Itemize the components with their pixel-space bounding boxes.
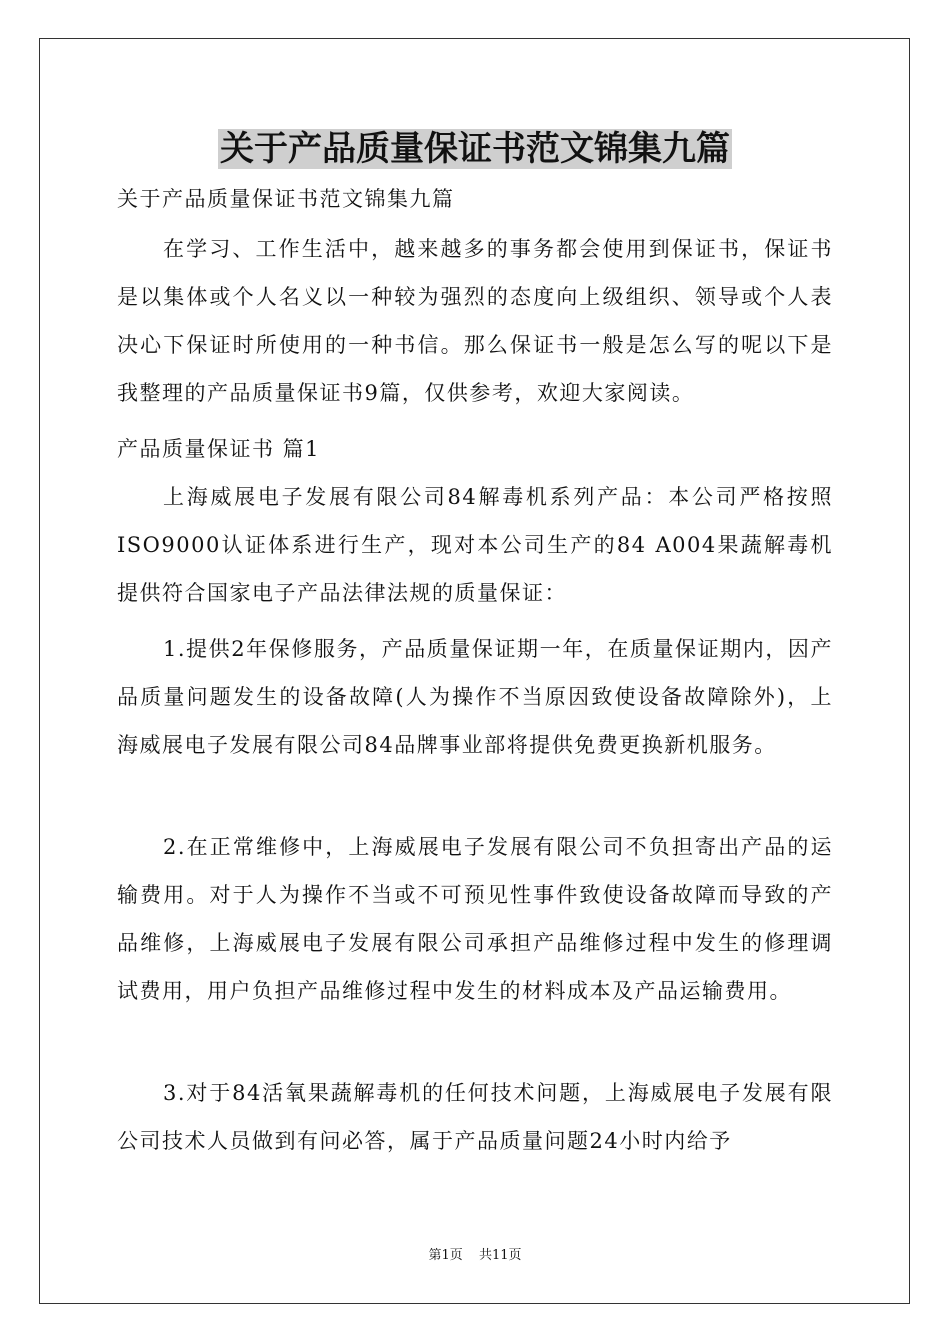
paragraph-4: 3.对于84活氧果蔬解毒机的任何技术问题，上海威展电子发展有限公司技术人员做到有问必答，属于产品质量问题24小时内给予 <box>117 1081 833 1153</box>
document-title <box>0 127 950 171</box>
paragraph-3: 2.在正常维修中，上海威展电子发展有限公司不负担寄出产品的运输费用。对于人为操作不当或不可预见性事件致使设备故障而导致的产品维修，上海威展电子发展有限公司承担产品维修过程中发生的修理调试费用，用户负担产品维修过程中发生的材料成本及产品运输费用。 <box>117 835 833 1003</box>
page-number: 第1页 <box>428 1248 463 1263</box>
document-title-text: 关于产品质量保证书范文锦集九篇 <box>220 129 730 169</box>
intro-paragraph: 在学习、工作生活中，越来越多的事务都会使用到保证书，保证书是以集体或个人名义以一种较为强烈的态度向上级组织、领导或个人表决心下保证时所使用的一种书信。那么保证书一般是怎么写的呢以下是我整理的产品质量保证书9篇，仅供参考，欢迎大家阅读。 <box>117 237 833 405</box>
document-subtitle: 关于产品质量保证书范文锦集九篇 <box>117 187 455 211</box>
page-footer <box>0 1246 950 1266</box>
section-heading: 产品质量保证书 篇1 <box>117 437 321 461</box>
paragraph-1: 上海威展电子发展有限公司84解毒机系列产品：本公司严格按照ISO9000认证体系进行生产，现对本公司生产的84 A004果蔬解毒机提供符合国家电子产品法律法规的质量保证： <box>117 485 833 605</box>
page-total: 共11页 <box>478 1248 522 1263</box>
paragraph-2: 1.提供2年保修服务，产品质量保证期一年，在质量保证期内，因产品质量问题发生的设备故障(人为操作不当原因致使设备故障除外)，上海威展电子发展有限公司84品牌事业部将提供免费更换新机服务。 <box>117 637 833 757</box>
